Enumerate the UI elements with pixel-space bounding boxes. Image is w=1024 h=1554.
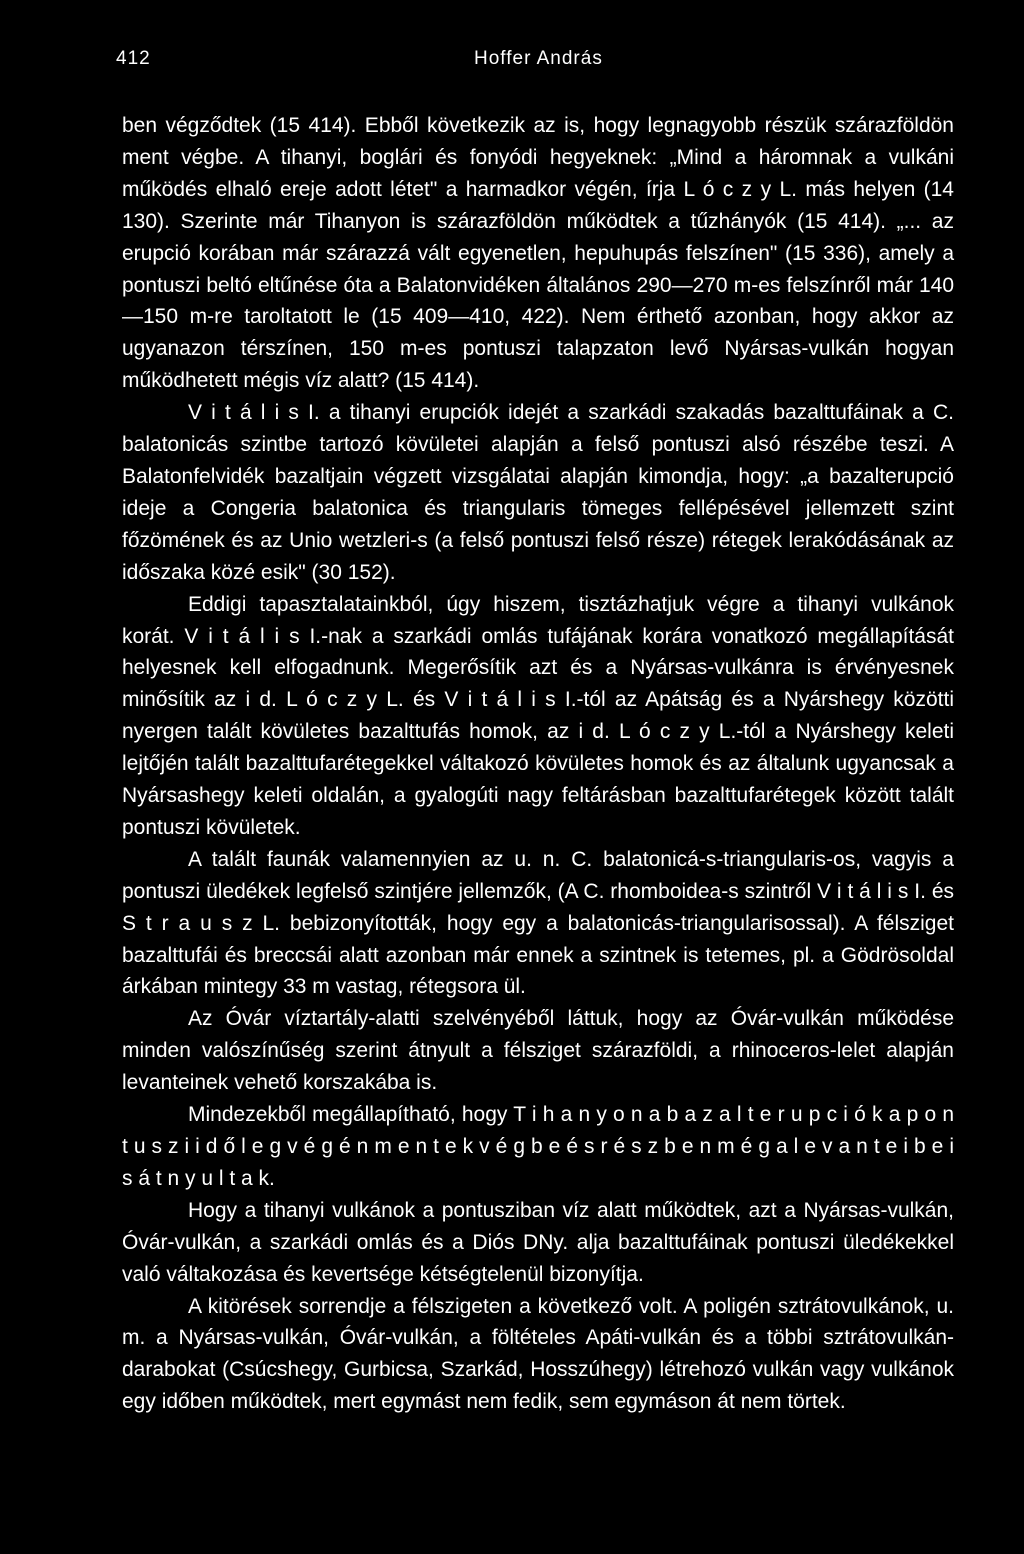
page-number: 412 [116,48,151,69]
paragraph: Mindezekből megállapítható, hogy T i h a n y o n a b a z a l t e r u p c i ó k a p o n t u s z i i d ő l e g v é g é n m e n t e k v é g b e é s r é s z b e n m é g a l e v a n t e i b e i s á t n y u l t a k. [122,1103,954,1190]
paragraph: A talált faunák valamennyien az u. n. C. balatonicá-s-triangularis-os, vagyis a pontuszi üledékek legfelső szintjére jellemzők, (A C. rhomboidea-s szintről V i t á l i s I. és S t r a u s z L. bebizonyították, hogy egy a balatonicás-triangularisossal). A félsziget bazalttufái és breccsái alatt azonban már ennek a szintnek is tetemes, pl. a Gödrösoldal árkában mintegy 33 m vastag, rétegsora ül. [122,847,954,999]
paragraph: Az Óvár víztartály-alatti szelvényéből láttuk, hogy az Óvár-vulkán működése minden valószínűség szerint átnyult a félsziget szárazföldi, a rhinoceros-lelet alapján levanteinek vehető korszakába is. [122,1007,954,1095]
running-head: Hoffer András [474,48,603,69]
paragraph: Hogy a tihanyi vulkánok a pontusziban víz alatt működtek, azt a Nyársas-vulkán, Óvár-vulkán, a szarkádi omlás és a Diós DNy. alja bazalttufáinak pontuszi üledékekkel való váltakozása és kevertsége kétségtelenül bizonyítja. [122,1198,954,1286]
page-header [0,48,1024,78]
paragraph: V i t á l i s I. a tihanyi erupciók idejét a szarkádi szakadás bazalttufáinak a C. balatonicás szintbe tartozó kövületei alapján a felső pontuszi alsó részébe teszi. A Balatonfelvidék bazaltjain végzett vizsgálatai alapján kimondja, hogy: „a bazalterupció ideje a Congeria balatonica és triangularis tömeges fellépésével jellemzett szint főzömének és az Unio wetzleri-s (a felső pontuszi felső része) rétegek lerakódásának az időszaka közé esik" (30 152). [122,401,954,584]
paragraph: ben végződtek (15 414). Ebből következik az is, hogy legnagyobb részük szárazföldön ment végbe. A tihanyi, boglári és fonyódi hegyeknek: „Mind a háromnak a vulkáni működés elhaló ereje adott létet" a harmadkor végén, írja L ó c z y L. más helyen (14 130). Szerinte már Tihanyon is szárazföldön működtek a tűzhányók (15 414). „... az erupció korában már szárazzá vált egyenetlen, hepuhupás felszínen" (15 336), amely a pontuszi beltó eltűnése óta a Balatonvidéken általános 290—270 m-es felszínről már 140—150 m-re taroltatott le (15 409—410, 422). Nem érthető azonban, hogy akkor az ugyanazon térszínen, 150 m-es pontuszi talapzaton levő Nyársas-vulkán hogyan működhetett mégis víz alatt? (15 414). [122,114,954,393]
body-text [122,110,954,1418]
paragraph: Eddigi tapasztalatainkból, úgy hiszem, tisztázhatjuk végre a tihanyi vulkánok korát. V i t á l i s I.-nak a szarkádi omlás tufájának korára vonatkozó megállapítását helyesnek kell elfogadnunk. Megerősítik azt és a Nyársas-vulkánra is érvényesnek minősítik az i d. L ó c z y L. és V i t á l i s I.-tól az Apátság és a Nyárshegy közötti nyergen talált kövületes bazalttufás homok, az i d. L ó c z y L.-tól a Nyárshegy keleti lejtőjén talált bazalttufarétegekkel váltakozó kövületes homok és az általunk ugyancsak a Nyársashegy keleti oldalán, a gyalogúti nagy feltárásban bazalttufarétegek között talált pontuszi kövületek. [122,592,954,839]
paragraph: A kitörések sorrendje a félszigeten a következő volt. A poligén sztrátovulkánok, u. m. a Nyársas-vulkán, Óvár-vulkán, a föltételes Apáti-vulkán és a többi sztrátovulkán-darabokat (Csúcshegy, Gurbicsa, Szarkád, Hosszúhegy) létrehozó vulkán vagy vulkánok egy időben működtek, mert egymást nem fedik, sem egymáson át nem törtek. [122,1294,954,1414]
